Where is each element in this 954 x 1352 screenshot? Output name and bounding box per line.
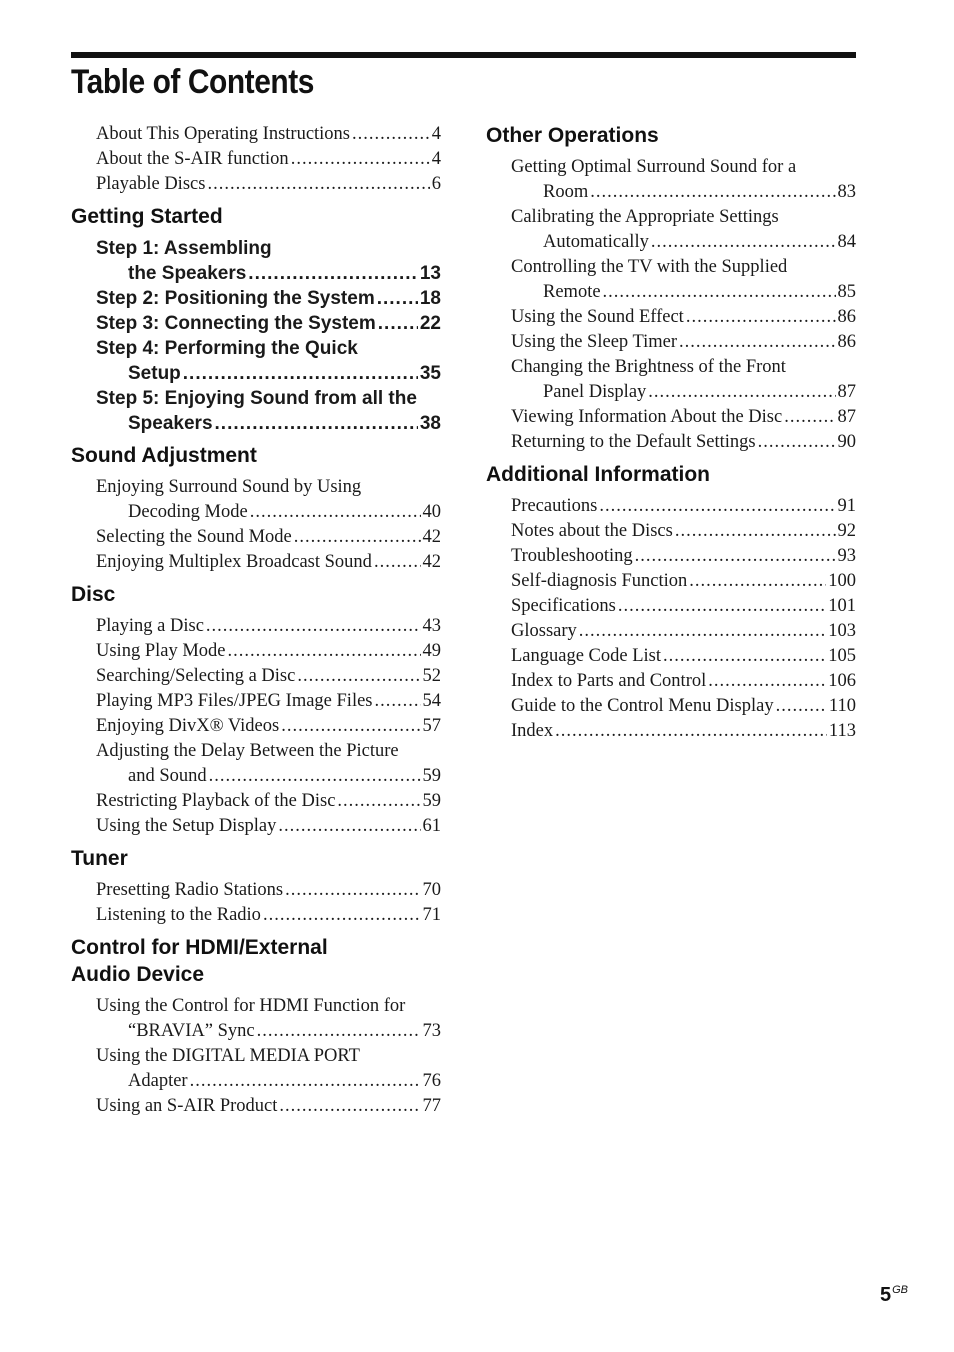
entry-page: 76 (422, 1071, 441, 1091)
dot-leader (291, 147, 430, 172)
entry-title-line: Controlling the TV with the Supplied (511, 257, 788, 277)
dot-leader (663, 644, 826, 669)
entry-title: Using the Setup Display (96, 816, 277, 836)
dot-leader (228, 639, 421, 664)
entry-title: Viewing Information About the Disc (511, 407, 783, 427)
toc-hdmi-list (71, 994, 441, 1119)
entry-page: 86 (837, 332, 856, 352)
toc-section-other-operations (486, 122, 856, 455)
entry-page: 13 (419, 263, 441, 284)
entry-title: Notes about the Discs (511, 521, 673, 541)
toc-entry-multiline[interactable] (511, 355, 856, 405)
entry-title-line: Adjusting the Delay Between the Picture (96, 741, 399, 761)
entry-page: 42 (422, 527, 441, 547)
toc-entry[interactable] (96, 814, 441, 839)
toc-entry[interactable] (96, 664, 441, 689)
dot-leader (281, 714, 420, 739)
toc-entry[interactable] (96, 1094, 441, 1119)
toc-entry[interactable] (96, 411, 441, 436)
entry-page: 57 (422, 716, 441, 736)
dot-leader (190, 1069, 421, 1094)
entry-title: Selecting the Sound Mode (96, 527, 292, 547)
entry-title: Self-diagnosis Function (511, 571, 688, 591)
entry-page: 84 (837, 232, 856, 252)
entry-title-line: Using the Control for HDMI Function for (96, 996, 406, 1016)
entry-title: Index (511, 721, 554, 741)
dot-leader (776, 694, 827, 719)
entry-page: 77 (422, 1096, 441, 1116)
toc-entry-multiline[interactable] (511, 255, 856, 305)
entry-title: Automatically (543, 232, 649, 252)
toc-disc-list (71, 614, 441, 839)
entry-title: Room (543, 182, 589, 202)
entry-title: Using the Sleep Timer (511, 332, 677, 352)
entry-title: Adapter (128, 1071, 188, 1091)
toc-additional-list (486, 494, 856, 744)
dot-leader (689, 569, 826, 594)
entry-title: Troubleshooting (511, 546, 633, 566)
entry-title: Precautions (511, 496, 598, 516)
entry-page: 91 (837, 496, 856, 516)
dot-leader (635, 544, 836, 569)
entry-title: Using the Sound Effect (511, 307, 684, 327)
entry-title-line: Calibrating the Appropriate Settings (511, 207, 779, 227)
toc-entry[interactable] (511, 519, 856, 544)
toc-left-column (71, 122, 441, 1119)
dot-leader (207, 172, 429, 197)
toc-section-getting-started (71, 203, 441, 436)
page-number-value: 5 (880, 1284, 892, 1306)
entry-title: Restricting Playback of the Disc (96, 791, 336, 811)
entry-title: Presetting Radio Stations (96, 880, 284, 900)
dot-leader (337, 789, 420, 814)
entry-page: 85 (837, 282, 856, 302)
entry-title: Playing a Disc (96, 616, 204, 636)
dot-leader (378, 311, 418, 336)
entry-page: 6 (431, 174, 441, 194)
toc-entry-multiline[interactable] (96, 236, 441, 286)
entry-title: Using an S-AIR Product (96, 1096, 278, 1116)
toc-entry[interactable] (511, 305, 856, 330)
toc-entry[interactable] (511, 619, 856, 644)
section-heading (71, 934, 441, 988)
toc-entry[interactable] (96, 639, 441, 664)
section-heading: Other Operations (486, 124, 659, 147)
entry-page: 18 (419, 288, 441, 309)
toc-sound-list (71, 475, 441, 575)
entry-page: 106 (828, 671, 856, 691)
toc-entry[interactable] (96, 286, 441, 311)
toc-entry-multiline[interactable] (511, 155, 856, 205)
toc-entry[interactable] (511, 380, 856, 405)
entry-page: 86 (837, 307, 856, 327)
entry-page: 113 (828, 721, 856, 741)
toc-entry[interactable] (96, 311, 441, 336)
toc-entry[interactable] (96, 500, 441, 525)
entry-title: Panel Display (543, 382, 647, 402)
dot-leader (603, 280, 836, 305)
entry-page: 52 (422, 666, 441, 686)
entry-page: 38 (419, 413, 441, 434)
section-heading-line: Audio Device (71, 963, 205, 986)
entry-page: 105 (828, 646, 856, 666)
entry-title: Listening to the Radio (96, 905, 261, 925)
entry-title: Playing MP3 Files/JPEG Image Files (96, 691, 373, 711)
dot-leader (579, 619, 826, 644)
dot-leader (257, 1019, 421, 1044)
toc-entry-multiline[interactable] (96, 475, 441, 525)
toc-entry[interactable] (96, 361, 441, 386)
entry-page: 43 (422, 616, 441, 636)
dot-leader (679, 330, 836, 355)
entry-title: Remote (543, 282, 601, 302)
entry-title: Speakers (128, 413, 213, 434)
toc-entry[interactable] (511, 280, 856, 305)
entry-title: About the S-AIR function (96, 149, 289, 169)
dot-leader (708, 669, 826, 694)
entry-title-line: Step 4: Performing the Quick (96, 338, 358, 359)
dot-leader (648, 380, 835, 405)
dot-leader (297, 664, 420, 689)
dot-leader (686, 305, 836, 330)
entry-page: 61 (422, 816, 441, 836)
page-number (880, 1284, 908, 1307)
toc-entry-multiline[interactable] (96, 739, 441, 789)
toc-tuner-list (71, 878, 441, 928)
entry-page: 35 (419, 363, 441, 384)
entry-page: 103 (828, 621, 856, 641)
toc-entry[interactable] (511, 669, 856, 694)
dot-leader (248, 261, 418, 286)
entry-title: Step 2: Positioning the System (96, 288, 375, 309)
section-heading: Getting Started (71, 205, 223, 228)
toc-section-sound-adjustment (71, 442, 441, 575)
dot-leader (294, 525, 421, 550)
dot-leader (352, 122, 430, 147)
entry-page: 22 (419, 313, 441, 334)
toc-entry-multiline[interactable] (96, 1044, 441, 1094)
entry-page: 54 (422, 691, 441, 711)
entry-title-line: Step 1: Assembling (96, 238, 272, 259)
toc-section-additional-information (486, 461, 856, 744)
toc-entry-multiline[interactable] (96, 994, 441, 1044)
dot-leader (250, 500, 421, 525)
dot-leader (209, 764, 421, 789)
toc-entry[interactable] (96, 525, 441, 550)
toc-right-column (486, 122, 856, 744)
page-title: Table of Contents (71, 63, 314, 101)
toc-section-disc (71, 581, 441, 839)
dot-leader (377, 286, 418, 311)
toc-section-tuner (71, 845, 441, 928)
entry-page: 40 (422, 502, 441, 522)
toc-entry[interactable] (96, 1069, 441, 1094)
dot-leader (285, 878, 420, 903)
toc-entry[interactable] (511, 544, 856, 569)
entry-page: 70 (422, 880, 441, 900)
dot-leader (183, 361, 418, 386)
toc-entry[interactable] (96, 1019, 441, 1044)
toc-entry[interactable] (96, 614, 441, 639)
entry-title: and Sound (128, 766, 207, 786)
toc-entry[interactable] (96, 764, 441, 789)
toc-entry[interactable] (96, 689, 441, 714)
entry-page: 42 (422, 552, 441, 572)
section-heading: Additional Information (486, 463, 710, 486)
dot-leader (784, 405, 835, 430)
toc-entry[interactable] (511, 719, 856, 744)
entry-title: Index to Parts and Control (511, 671, 707, 691)
toc-entry[interactable] (96, 550, 441, 575)
dot-leader (618, 594, 826, 619)
entry-page: 90 (837, 432, 856, 452)
toc-entry-multiline[interactable] (96, 336, 441, 386)
toc-intro-list (71, 122, 441, 197)
entry-page: 83 (837, 182, 856, 202)
toc-entry[interactable] (511, 405, 856, 430)
entry-title-line: Step 5: Enjoying Sound from all the (96, 388, 417, 409)
entry-title: “BRAVIA” Sync (128, 1021, 255, 1041)
toc-entry[interactable] (511, 180, 856, 205)
entry-page: 93 (837, 546, 856, 566)
section-heading-line: Control for HDMI/External (71, 936, 328, 959)
entry-title-line: Getting Optimal Surround Sound for a (511, 157, 797, 177)
section-heading: Disc (71, 583, 116, 606)
dot-leader (590, 180, 835, 205)
dot-leader (375, 689, 421, 714)
entry-page: 59 (422, 766, 441, 786)
entry-title: Enjoying Multiplex Broadcast Sound (96, 552, 372, 572)
toc-entry[interactable] (511, 569, 856, 594)
toc-entry[interactable] (96, 714, 441, 739)
toc-entry-multiline[interactable] (96, 386, 441, 436)
entry-title: About This Operating Instructions (96, 124, 351, 144)
toc-entry[interactable] (511, 644, 856, 669)
toc-entry[interactable] (96, 172, 441, 197)
dot-leader (263, 903, 421, 928)
toc-entry[interactable] (96, 122, 441, 147)
toc-steps-list (71, 236, 441, 436)
entry-page: 100 (828, 571, 856, 591)
toc-entry[interactable] (511, 494, 856, 519)
entry-title: Step 3: Connecting the System (96, 313, 376, 334)
dot-leader (675, 519, 836, 544)
entry-title: Glossary (511, 621, 577, 641)
toc-entry[interactable] (511, 230, 856, 255)
entry-title: Guide to the Control Menu Display (511, 696, 774, 716)
entry-title-line: Changing the Brightness of the Front (511, 357, 786, 377)
page-number-suffix: GB (892, 1284, 909, 1296)
section-heading: Tuner (71, 847, 128, 870)
entry-page: 110 (828, 696, 856, 716)
entry-page: 71 (422, 905, 441, 925)
entry-title-line: Enjoying Surround Sound by Using (96, 477, 362, 497)
dot-leader (555, 719, 827, 744)
entry-page: 49 (422, 641, 441, 661)
toc-entry-multiline[interactable] (511, 205, 856, 255)
dot-leader (758, 430, 836, 455)
entry-page: 73 (422, 1021, 441, 1041)
toc-entry[interactable] (96, 261, 441, 286)
dot-leader (215, 411, 418, 436)
entry-title: Playable Discs (96, 174, 206, 194)
toc-entry[interactable] (511, 330, 856, 355)
entry-title: Language Code List (511, 646, 662, 666)
entry-title: Returning to the Default Settings (511, 432, 756, 452)
entry-title: the Speakers (128, 263, 247, 284)
toc-entry[interactable] (96, 789, 441, 814)
toc-entry[interactable] (96, 878, 441, 903)
entry-page: 59 (422, 791, 441, 811)
header-rule (71, 52, 856, 58)
entry-title: Searching/Selecting a Disc (96, 666, 296, 686)
entry-title-line: Using the DIGITAL MEDIA PORT (96, 1046, 360, 1066)
entry-title: Decoding Mode (128, 502, 248, 522)
section-heading: Sound Adjustment (71, 444, 257, 467)
toc-entry[interactable] (511, 594, 856, 619)
dot-leader (279, 1094, 420, 1119)
toc-section-hdmi (71, 934, 441, 1119)
entry-page: 4 (431, 124, 441, 144)
dot-leader (278, 814, 420, 839)
toc-entry[interactable] (96, 147, 441, 172)
dot-leader (651, 230, 836, 255)
toc-entry[interactable] (511, 694, 856, 719)
entry-page: 87 (837, 382, 856, 402)
dot-leader (374, 550, 421, 575)
entry-page: 87 (837, 407, 856, 427)
entry-title: Enjoying DivX® Videos (96, 716, 280, 736)
entry-page: 4 (431, 149, 441, 169)
entry-page: 92 (837, 521, 856, 541)
entry-title: Setup (128, 363, 181, 384)
entry-page: 101 (828, 596, 856, 616)
toc-other-list (486, 155, 856, 455)
dot-leader (599, 494, 835, 519)
entry-title: Specifications (511, 596, 616, 616)
entry-title: Using Play Mode (96, 641, 226, 661)
toc-entry[interactable] (511, 430, 856, 455)
toc-entry[interactable] (96, 903, 441, 928)
dot-leader (206, 614, 421, 639)
